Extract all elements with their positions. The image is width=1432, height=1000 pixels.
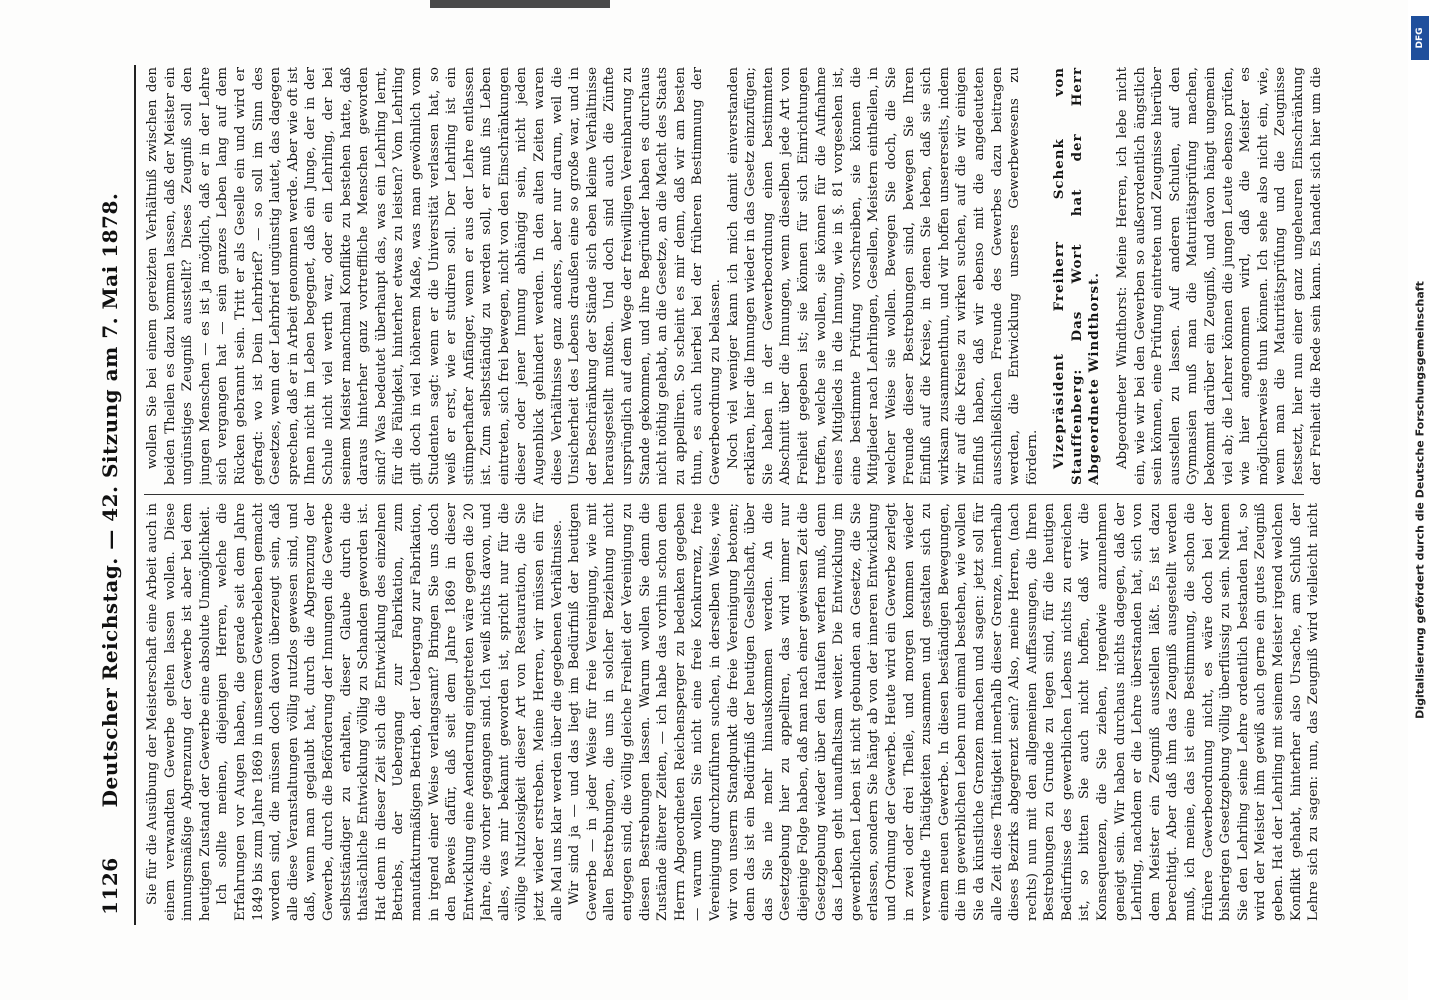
left-paragraph-2: Ich sollte meinen, diejenigen Herren, welche die Erfahrungen vor Augen haben, die gerade seit dem Jahre 1849 bis zum Jahre 1869 in unserem Gewerbeleben gemacht worden sind, die müssen doch davon überzeugt sein, daß alle diese Veranstaltungen völlig nutzlos gewesen sind, und daß, wenn man geglaubt hat, durch die Abgrenzung der Gewerbe, durch die Beförderung der Innungen die Gewerbe selbstständiger zu erhalten, dieser Glaube durch die thatsächliche Entwicklung völlig zu Schanden geworden ist. Hat denn in dieser Zeit sich die Entwicklung des einzelnen Betriebs, der Uebergang zur Fabrikation, zum manufakturmäßigen Betrieb, der Uebergang zur Fabrikation, in irgend einer Weise verlangsamt? Bringen Sie uns doch den Beweis dafür, daß seit dem Jahre 1869 in dieser Entwicklung eine Aenderung eingetreten wäre gegen die 20 Jahre, die vorher gegangen sind. Ich weiß nichts davon, und alles, was mir bekannt geworden ist, spricht nur für die völlige Nutzlosigkeit dieser Art von Restauration, die Sie jetzt wieder erstreben. Meine Herren, wir müssen ein für alle Mal uns klar werden über die gegebenen Verhältnisse. — [215, 503, 565, 921]
right-paragraph-2: Noch viel weniger kann ich mich damit einverstanden erklären, hier die Innungen wieder in das Gesetz einzufügen; Sie haben in der Gewerbeordnung einen bestimmten Abschnitt über die Innungen, wenn dieselben jede Art von Freiheit gegeben ist; sie können für sich Einrichtungen treffen, welche sie wollen, sie können für die Aufnahme eines Mitglieds in die Innung, wie in §. 81 vorgesehen ist, eine bestimmte Prüfung vorschreiben, sie können die Mitglieder nach Lehrlingen, Gesellen, Meistern eintheilen, in welcher Weise sie wollen. Bewegen Sie doch, die Sie Freunde dieser Bestrebungen sind, bewegen Sie Ihren Einfluß auf die Kreise, in denen Sie leben, daß sie sich wirksam zusammenthun, und wir hoffen unsererseits, indem wir auf die Kreise zu wirken suchen, auf die wir einigen Einfluß haben, daß wir ebenso mit die angedeuteten ausschließlichen Freunde des Gewerbes dazu beitragen werden, die Entwicklung unseres Gewerbewesens zu fördern. — [725, 67, 1040, 485]
page-header — [92, 45, 132, 955]
right-paragraph-1: wollen Sie bei einem gereizten Verhältniß zwischen den beiden Theilen es dazu kommen lassen, daß der Meister ein ungünstiges Zeugniß ausstellt? Dieses Zeugniß soll den jungen Menschen — es ist ja möglich, daß er in der Lehre sich vergangen hat — sein ganzes Leben lang auf dem Rücken gebrannt sein. Tritt er als Geselle ein und wird er gefragt: wo ist Dein Lehrbrief? — so soll im Sinn des Gesetzes, wenn der Lehrbrief ungünstig lautet, das dagegen sprechen, daß er in Arbeit genommen werde. Aber wie oft ist Ihnen nicht im Leben begegnet, daß ein Junge, der in der Schule nicht viel werth war, oder ein Lehrling, der bei seinem Meister manchmal Konflikte zu bestehen hatte, daß daraus hinterher ganz vortreffliche Menschen geworden sind? Was bedeutet überhaupt das, was ein Lehrling lernt, für die Fähigkeit, hinterher etwas zu leisten? Vom Lehrling gilt doch in viel höherem Maße, was man gewöhnlich vom Studenten sagt: wenn er die Universität verlassen hat, so weiß er erst, wie er studiren soll. Der Lehrling ist ein stümperhafter Anfänger, wenn er aus der Lehre entlassen ist. Zum selbstständig zu werden soll, er muß ins Leben eintreten, sich frei bewegen, nicht von den Einschränkungen dieser oder jener Innung abhängig sein, nicht jeden Augenblick gehindert werden. In den alten Zeiten waren diese Verhältnisse ganz anders, aber nur darum, weil die Unsicherheit des Lebens draußen eine so große war, und in der Beschränkung der Stände sich eben kleine Verhältnisse herausgestellt mußten. Und doch sind auch die Zünfte ursprünglich auf dem Wege der freiwilligen Vereinbarung zu Stande gekommen, und ihre Begründer haben es durchaus nicht nöthig gehabt, an die Gesetze, an die Macht des Staats zu appelliren. So scheint es mir denn, daß wir am besten thun, es auch hierbei bei der früheren Bestimmung der Gewerbeordnung zu belassen. — [145, 67, 723, 485]
left-column — [144, 503, 1324, 921]
scan-top-edge-mark — [430, 0, 610, 8]
right-column — [144, 67, 1324, 485]
paragraph-gap — [1041, 67, 1051, 485]
dfg-logo-text: DFG — [1415, 27, 1425, 49]
paragraph-gap — [1104, 67, 1114, 485]
dfg-logo — [1411, 16, 1429, 60]
digitization-sidebar — [1408, 0, 1432, 1000]
windthorst-speech: Abgeordneter Windthorst: Meine Herren, ich lebe nicht ein, wie wir bei den Gewerben so außerordentlich ängstlich sein können, eine Prüfung eintreten und Zeugnisse hierüber ausstellen zu lassen. Auf anderen Schulen, auf den Gymnasien muß man die Maturitätsprüfung machen, bekommt darüber ein Zeugniß, und davon hängt ungemein viel ab; die Lehrer können die jungen Leute ebenso prüfen, wie hier angenommen wird, daß die Meister es möglicherweise thun können. Ich sehe also nicht ein, wie, wenn man die Maturitätsprüfung und die Zeugnisse festsetzt, hier nun einer ganz ungeheuren Einschränkung der Freiheit die Rede sein kann. Es handelt sich hier um die — [1115, 67, 1324, 485]
rotated-page-content — [66, 45, 1366, 955]
header-rule — [134, 65, 136, 925]
digitization-credit: Digitalisierung gefördert durch die Deutsche Forschungsgemeinschaft — [1413, 281, 1427, 719]
left-paragraph-3: Wir sind ja — und das liegt im Bedürfniß der heutigen Gewerbe — in jeder Weise für freie Vereinigung, wie mit allen Bestrebungen, die uns in solcher Beziehung nicht entgegen sind, die völlig gleiche Freiheit der Vereinigung zu diesen Bestrebungen lassen. Warum wollen Sie denn die Zustände älterer Zeiten, — ich habe das vorhin schon dem Herrn Abgeordneten Reichensperger zu bedenken gegeben — warum wollen Sie nicht eine freie Konkurrenz, freie Vereinigung durchzuführen suchen, in derselben Weise, wie wir von unserm Standpunkt die freie Vereinigung betonen; denn das ist ein Bedürfniß der heutigen Gesellschaft, über das Sie nie mehr hinauskommen werden. An die Gesetzgebung hier zu appelliren, das wird immer nur diejenige Folge haben, daß man nach einer gewissen Zeit die Gesetzgebung wieder über den Haufen werfen muß, denn das Leben geht unaufhaltsam weiter. Die Entwicklung im gewerblichen Leben ist nicht gebunden an Gesetze, die Sie erlassen, sondern Sie hängt ab von der inneren Entwicklung und Ordnung der Gewerbe. Heute wird ein Gewerbe zerlegt in zwei oder drei Theile, und morgen kommen wieder verwandte Thätigkeiten zusammen und gestalten sich zu einem neuen Gewerbe. In diesen beständigen Bewegungen, die im gewerblichen Leben nun einmal bestehen, wie wollen Sie da künstliche Grenzen machen und sagen: jetzt soll für alle Zeit diese Thätigkeit innerhalb dieser Grenze, innerhalb dieses Bezirks abgegrenzt sein? Also, meine Herren, (nach rechts) nun mit den allgemeinen Auffassungen, die Ihren Bestrebungen zu Grunde zu legen sind, für die heutigen Bedürfnisse des gewerblichen Lebens nichts zu erreichen ist, so bitten Sie auch nicht hoffen, daß wir die Konsequenzen, die Sie ziehen, irgendwie anzunehmen geneigt sein. Wir haben durchaus nichts dagegen, daß der Lehrling, nachdem er die Lehre überstanden hat, sich von dem Meister ein Zeugniß ausstellen läßt. Es ist dazu berechtigt. Aber daß ihm das Zeugniß ausgestellt werden muß, ich meine, das ist eine Bestimmung, die schon die frühere Gewerbeordnung nicht, es wäre doch bei der bisherigen Gesetzgebung völlig überflüssig zu sein. Nehmen Sie den Lehrling seine Lehre ordentlich bestanden hat, so wird der Meister ihm gewiß auch gerne ein gutes Zeugniß geben. Hat der Lehrling mit seinem Meister irgend welchen Konflikt gehabt, hinterher also Ursache, am Schluß der Lehre sich zu sagen: nun, das Zeugniß wird vielleicht nicht — [567, 503, 1322, 921]
speaker-intro: Vizepräsident Freiherr Schenk von Stauffenberg: Das Wort hat der Herr Abgeordnete Windthorst. — [1051, 67, 1103, 485]
page-number: 1126 — [98, 857, 122, 915]
left-paragraph-1: Sie für die Ausübung der Meisterschaft eine Arbeit auch in einem verwandten Gewerbe gelten lassen wollen. Diese innungsmäßige Abgrenzung der Gewerbe ist aber bei dem heutigen Zustand der Gewerbe eine absolute Unmöglichkeit. — [145, 503, 213, 921]
column-divider — [144, 494, 1304, 495]
page-title: Deutscher Reichstag. — 42. Sitzung am 7. Mai 1878. — [98, 192, 122, 808]
